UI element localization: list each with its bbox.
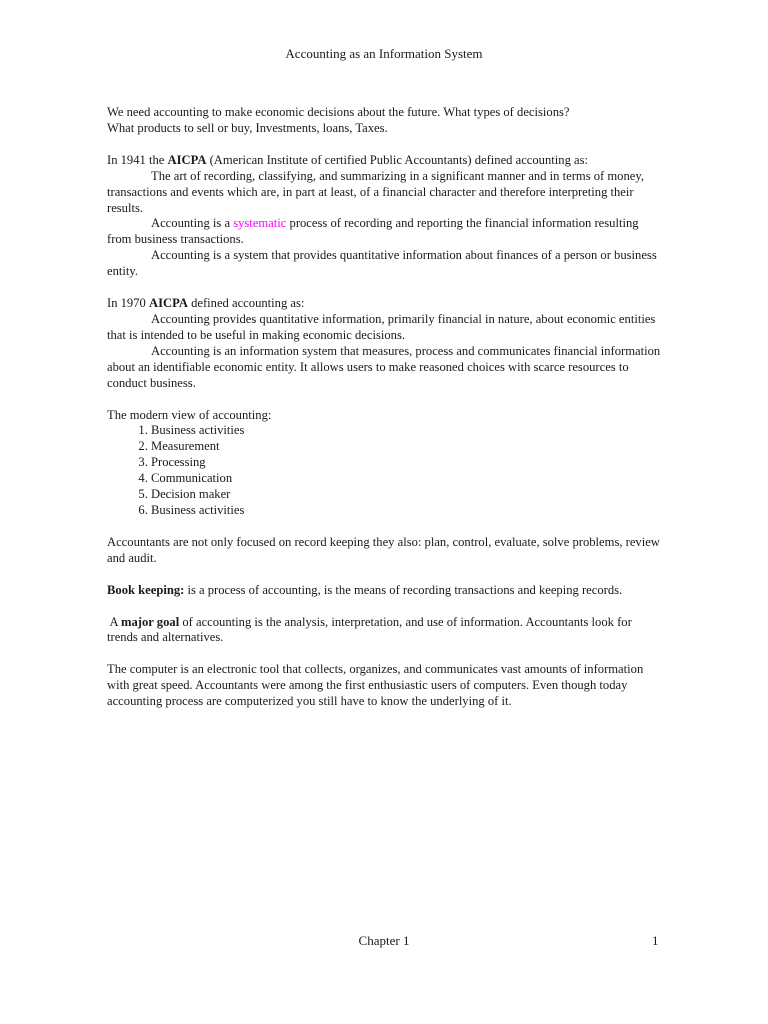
intro-line-2: What products to sell or buy, Investments, loans, Taxes. <box>107 120 388 135</box>
indent <box>107 248 151 262</box>
modern-view-list <box>107 423 662 518</box>
aicpa-1941-definition-1 <box>107 169 662 217</box>
intro-line-1: We need accounting to make economic decisions about the future. What types of decisions? <box>107 105 570 119</box>
aicpa-1941-def1-text: The art of recording, classifying, and summarizing in a significant manner and in terms of money, transactions and events which are, in part at least, of a financial character and therefore interpreting their results. <box>107 168 644 215</box>
page-header-title: Accounting as an Information System <box>285 46 483 61</box>
list-item: 1. Business activities <box>151 423 662 439</box>
footer-chapter: Chapter 1 <box>358 933 410 948</box>
list-item: 3. Processing <box>151 455 662 471</box>
aicpa-1941-suffix: (American Institute of certified Public Accountants) defined accounting as: <box>206 152 589 167</box>
aicpa-1970-def1-text: Accounting provides quantitative information, primarily financial in nature, about economic entities that is intended to be useful in making economic decisions. <box>107 311 656 342</box>
indent <box>107 216 151 230</box>
aicpa-1941-org: AICPA <box>167 152 207 167</box>
list-item: 4. Communication <box>151 471 662 487</box>
aicpa-1941-def3-text: Accounting is a system that provides quantitative information about finances of a person or business entity. <box>107 248 657 279</box>
aicpa-1941-prefix: In 1941 the <box>107 152 168 167</box>
aicpa-1941-intro <box>107 153 662 169</box>
list-item: 6. Business activities <box>151 503 662 519</box>
bookkeeping-term: Book keeping: <box>107 582 185 597</box>
major-goal-text: of accounting is the analysis, interpretation, and use of information. Accountants look for trends and alternatives. <box>107 614 632 645</box>
modern-view-heading: The modern view of accounting: <box>107 407 272 422</box>
accountants-paragraph: Accountants are not only focused on record keeping they also: plan, control, evaluate, solve problems, review and audit. <box>107 534 660 565</box>
aicpa-1970-definition-1 <box>107 312 662 344</box>
intro-paragraph <box>107 105 662 137</box>
aicpa-1970-def2-text: Accounting is an information system that measures, process and communicates financial information about an identifiable economic entity. It allows users to make reasoned choices with scarce resources to conduct business. <box>107 343 661 390</box>
aicpa-1970-definition-2 <box>107 344 662 392</box>
aicpa-1970-org: AICPA <box>148 296 188 311</box>
aicpa-1970-suffix: defined accounting as: <box>187 296 305 311</box>
aicpa-1970-section <box>107 296 662 391</box>
document-body <box>107 105 662 726</box>
indent <box>107 169 151 183</box>
aicpa-1941-def2-suffix: process of recording and reporting the financial information resulting from business transactions. <box>107 216 639 247</box>
major-goal-paragraph <box>107 615 662 647</box>
aicpa-1941-definition-3 <box>107 248 662 280</box>
bookkeeping-text: is a process of accounting, is the means of recording transactions and keeping records. <box>184 582 623 597</box>
aicpa-1941-def2-prefix: Accounting is a <box>151 216 234 231</box>
footer-page-number: 1 <box>652 933 659 948</box>
indent <box>107 344 151 358</box>
systematic-highlight: systematic <box>233 216 287 231</box>
bookkeeping-paragraph <box>107 583 662 599</box>
major-goal-term: major goal <box>121 614 180 629</box>
aicpa-1970-prefix: In 1970 <box>107 296 149 311</box>
aicpa-1970-intro <box>107 296 662 312</box>
aicpa-1941-definition-2 <box>107 216 662 248</box>
major-goal-prefix: A <box>107 614 122 629</box>
list-item: 5. Decision maker <box>151 487 662 503</box>
indent <box>107 312 151 326</box>
computer-paragraph: The computer is an electronic tool that collects, organizes, and communicates vast amounts of information with great speed. Accountants were among the first enthusiastic users of computers. Even though today accounting process are computerized you still have to know the underlying of it. <box>107 662 644 709</box>
aicpa-1941-section <box>107 153 662 280</box>
list-item: 2. Measurement <box>151 439 662 455</box>
